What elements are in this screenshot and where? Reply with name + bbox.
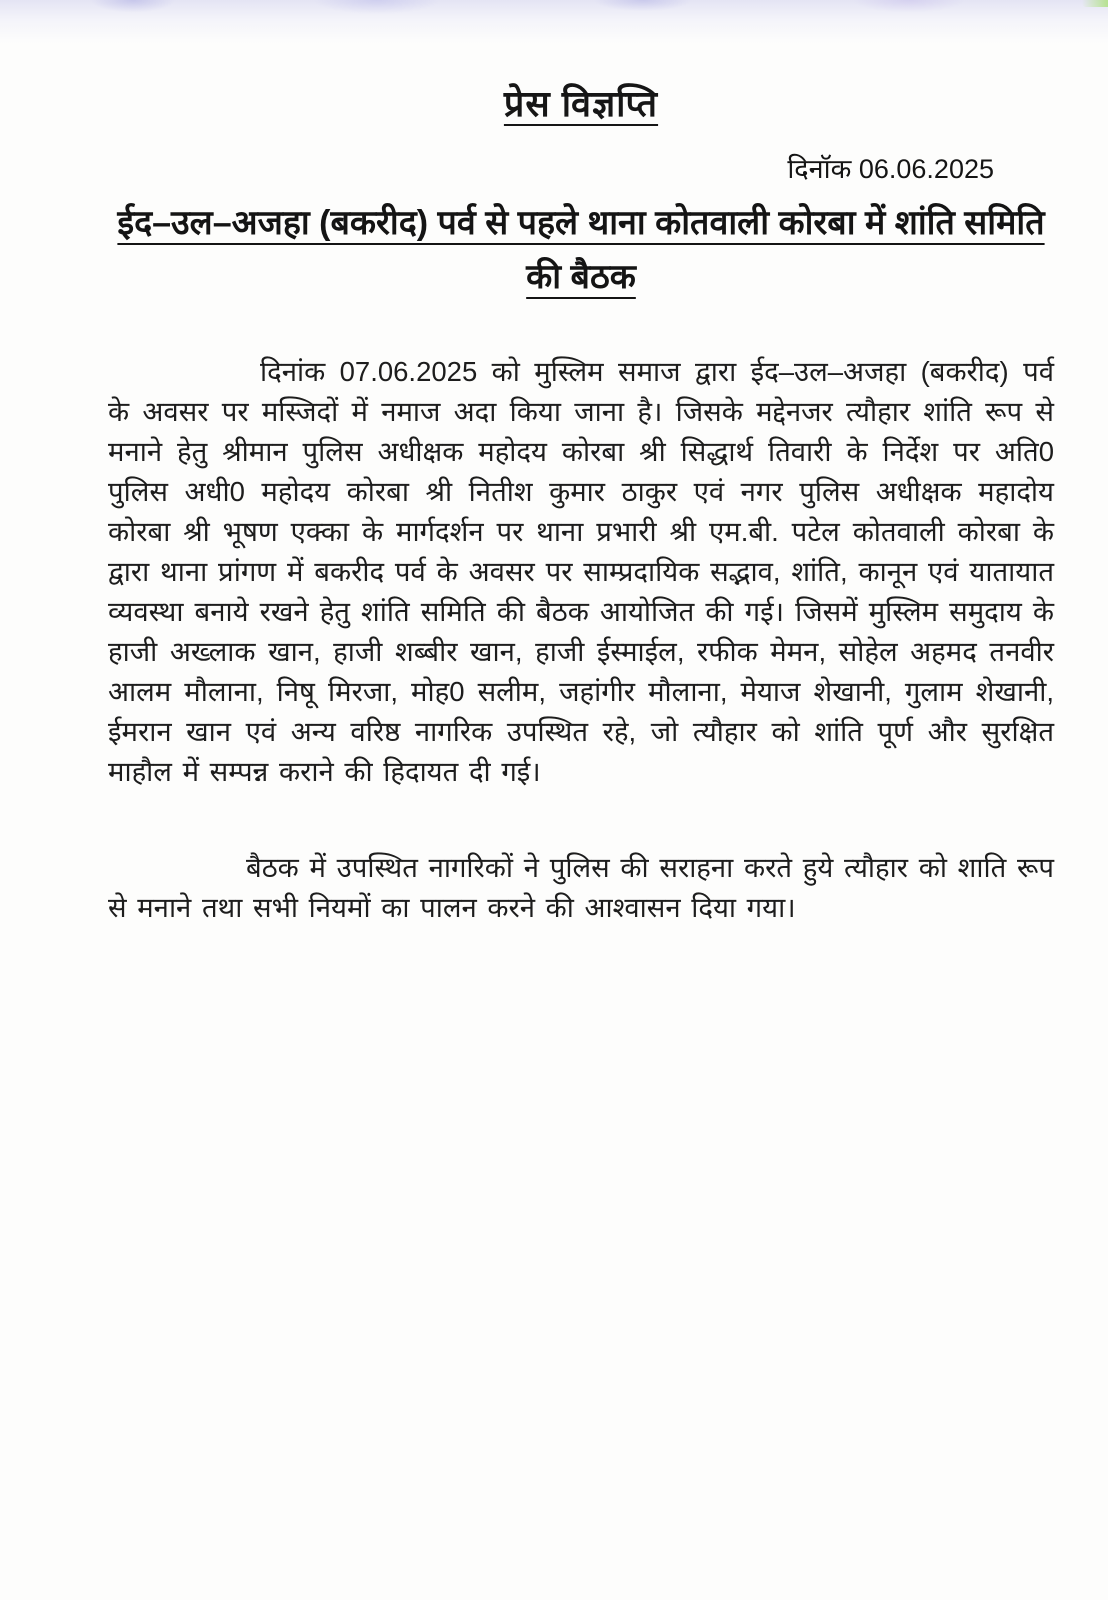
paragraph-1: दिनांक 07.06.2025 को मुस्लिम समाज द्वारा ईद–उल–अजहा (बकरीद) पर्व के अवसर पर मस्जिदों में नमाज अदा किया जाना है। जिसके मद्देनजर त्यौहार शांति रूप से मनाने हेतु श्रीमान पुलिस अधीक्षक महोदय कोरबा श्री सिद्धार्थ तिवारी के निर्देश पर अति0 पुलिस अधी0 महोदय कोरबा श्री नितीश कुमार ठाकुर एवं नगर पुलिस अधीक्षक महादोय कोरबा श्री भूषण एक्का के मार्गदर्शन पर थाना प्रभारी श्री एम.बी. पटेल कोतवाली कोरबा के द्वारा थाना प्रांगण में बकरीद पर्व के अवसर पर साम्प्रदायिक सद्भाव, शांति, कानून एवं यातायात व्यवस्था बनाये रखने हेतु शांति समिति की बैठक आयोजित की गई। जिसमें मुस्लिम समुदाय के हाजी अख्लाक खान, हाजी शब्बीर खान, हाजी ईस्माईल, रफीक मेमन, सोहेल अहमद तनवीर आलम मौलाना, निषू मिरजा, मोह0 सलीम, जहांगीर मौलाना, मेयाज शेखानी, गुलाम शेखानी, ईमरान खान एवं अन्य वरिष्ठ नागरिक उपस्थित रहे, जो त्यौहार को शांति पूर्ण और सुरक्षित माहौल में सम्पन्न कराने की हिदायत दी गई। — [108, 356, 1054, 787]
scan-artifact-corner-mark — [1082, 0, 1108, 7]
document-content — [108, 78, 1054, 928]
scan-artifact-top-band — [0, 0, 1108, 44]
document-title: प्रेस विज्ञप्ति — [503, 83, 659, 124]
date-line: दिनॉक 06.06.2025 — [787, 154, 994, 184]
paragraph-2: बैठक में उपस्थित नागरिकों ने पुलिस की सराहना करते हुये त्यौहार को शाति रूप से मनाने तथा सभी नियमों का पालन करने की आश्वासन दिया गया। — [108, 852, 1054, 923]
document-heading: ईद–उल–अजहा (बकरीद) पर्व से पहले थाना कोतवाली कोरबा में शांति समिति की बैठक — [117, 204, 1045, 296]
